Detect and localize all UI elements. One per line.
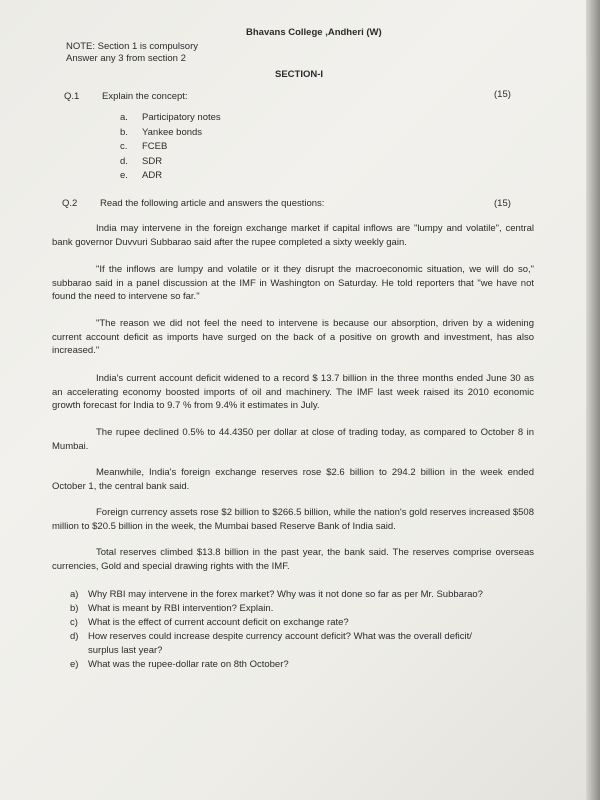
- option-text: ADR: [142, 170, 163, 181]
- subquestion: [70, 644, 483, 658]
- note-line-2: Answer any 3 from section 2: [66, 53, 186, 64]
- article-paragraph: [52, 263, 534, 304]
- paragraph-text: India's current account deficit widened to a record $ 13.7 billion in the three months ended June 30 as an accelerating economy boosted imports of oil and machinery. The IMF last week raised its 2010 economic growth forecast for India to 9.7 % from 9.4% it estimates in July.: [52, 373, 534, 411]
- q1-option: [120, 155, 221, 170]
- paragraph-text: "If the inflows are lumpy and volatile or it they disrupt the macroeconomic situation, we will do so," subbarao said in a panel discussion at the IMF in Washington on Saturday. He told reporters that "we have not found the need to intervene so far.": [52, 264, 534, 302]
- paragraph-text: The rupee declined 0.5% to 44.4350 per dollar at close of trading today, as compared to October 8 in Mumbai.: [52, 427, 534, 452]
- section-heading: SECTION-I: [275, 69, 324, 80]
- subquestion-text: What is the effect of current account deficit on exchange rate?: [88, 617, 349, 628]
- option-label: e.: [120, 170, 128, 181]
- paragraph-text: India may intervene in the foreign exchange market if capital inflows are "lumpy and volatile", central bank governor Duvvuri Subbarao said after the rupee completed a sixty weekly gain.: [52, 223, 534, 248]
- article-paragraph: [52, 222, 534, 249]
- subquestion: [70, 602, 483, 616]
- q1-options-list: [120, 111, 221, 184]
- subquestion-text: What was the rupee-dollar rate on 8th October?: [88, 659, 289, 670]
- subquestion-text: surplus last year?: [88, 645, 163, 656]
- article-paragraph: [52, 372, 534, 413]
- q2-subquestions: [70, 588, 483, 672]
- option-label: c.: [120, 141, 128, 152]
- subquestion: [70, 658, 483, 672]
- paragraph-text: Total reserves climbed $13.8 billion in the past year, the bank said. The reserves comprise overseas currencies, Gold and special drawing rights with the IMF.: [52, 547, 534, 572]
- option-text: FCEB: [142, 141, 168, 152]
- paper-edge-shadow: [586, 0, 600, 800]
- q2-number: Q.2: [62, 198, 78, 209]
- q1-number: Q.1: [64, 91, 80, 102]
- article-paragraph: [52, 426, 534, 453]
- subquestion-label: e): [70, 659, 79, 670]
- q1-option: [120, 169, 221, 184]
- option-text: Yankee bonds: [142, 126, 203, 138]
- q1-option: [120, 126, 221, 141]
- subquestion-label: c): [70, 617, 78, 628]
- subquestion-label: [70, 644, 80, 658]
- subquestion-label: d): [70, 631, 79, 642]
- paragraph-text: Meanwhile, India's foreign exchange reserves rose $2.6 billion to 294.2 billion in the week ended October 1, the central bank said.: [52, 467, 534, 492]
- subquestion-text: What is meant by RBI intervention? Explain.: [88, 603, 274, 614]
- q1-option: [120, 111, 221, 126]
- paragraph-text: Foreign currency assets rose $2 billion to $266.5 billion, while the nation's gold reserves increased $508 million to $20.5 billion in the week, the Mumbai based Reserve Bank of India said.: [52, 507, 534, 532]
- article-paragraph: [52, 506, 534, 533]
- q1-marks: (15): [494, 89, 511, 100]
- option-text: Participatory notes: [142, 112, 221, 123]
- option-text: SDR: [142, 155, 163, 167]
- subquestion: [70, 630, 483, 644]
- subquestion-text: How reserves could increase despite currency account deficit? What was the overall deficit/: [88, 631, 472, 642]
- option-label: d.: [120, 155, 128, 167]
- option-label: b.: [120, 126, 128, 138]
- article-paragraph: [52, 466, 534, 493]
- note-line-1: NOTE: Section 1 is compulsory: [66, 41, 198, 52]
- paragraph-text: "The reason we did not feel the need to intervene is because our absorption, driven by a widening current account deficit as imports have surged on the back of a positive on growth and investment, has also increased.": [52, 318, 534, 356]
- option-label: a.: [120, 112, 128, 123]
- subquestion: [70, 588, 483, 602]
- q2-text: Read the following article and answers the questions:: [100, 198, 325, 209]
- q2-marks: (15): [494, 198, 511, 209]
- article-paragraph: [52, 546, 534, 573]
- article-paragraph: [52, 317, 534, 358]
- college-title: Bhavans College ,Andheri (W): [246, 27, 382, 38]
- subquestion-label: a): [70, 589, 79, 600]
- subquestion-label: b): [70, 603, 79, 614]
- q1-option: [120, 140, 221, 155]
- subquestion-text: Why RBI may intervene in the forex market? Why was it not done so far as per Mr. Subbarao?: [88, 589, 483, 600]
- subquestion: [70, 616, 483, 630]
- q1-text: Explain the concept:: [102, 91, 188, 102]
